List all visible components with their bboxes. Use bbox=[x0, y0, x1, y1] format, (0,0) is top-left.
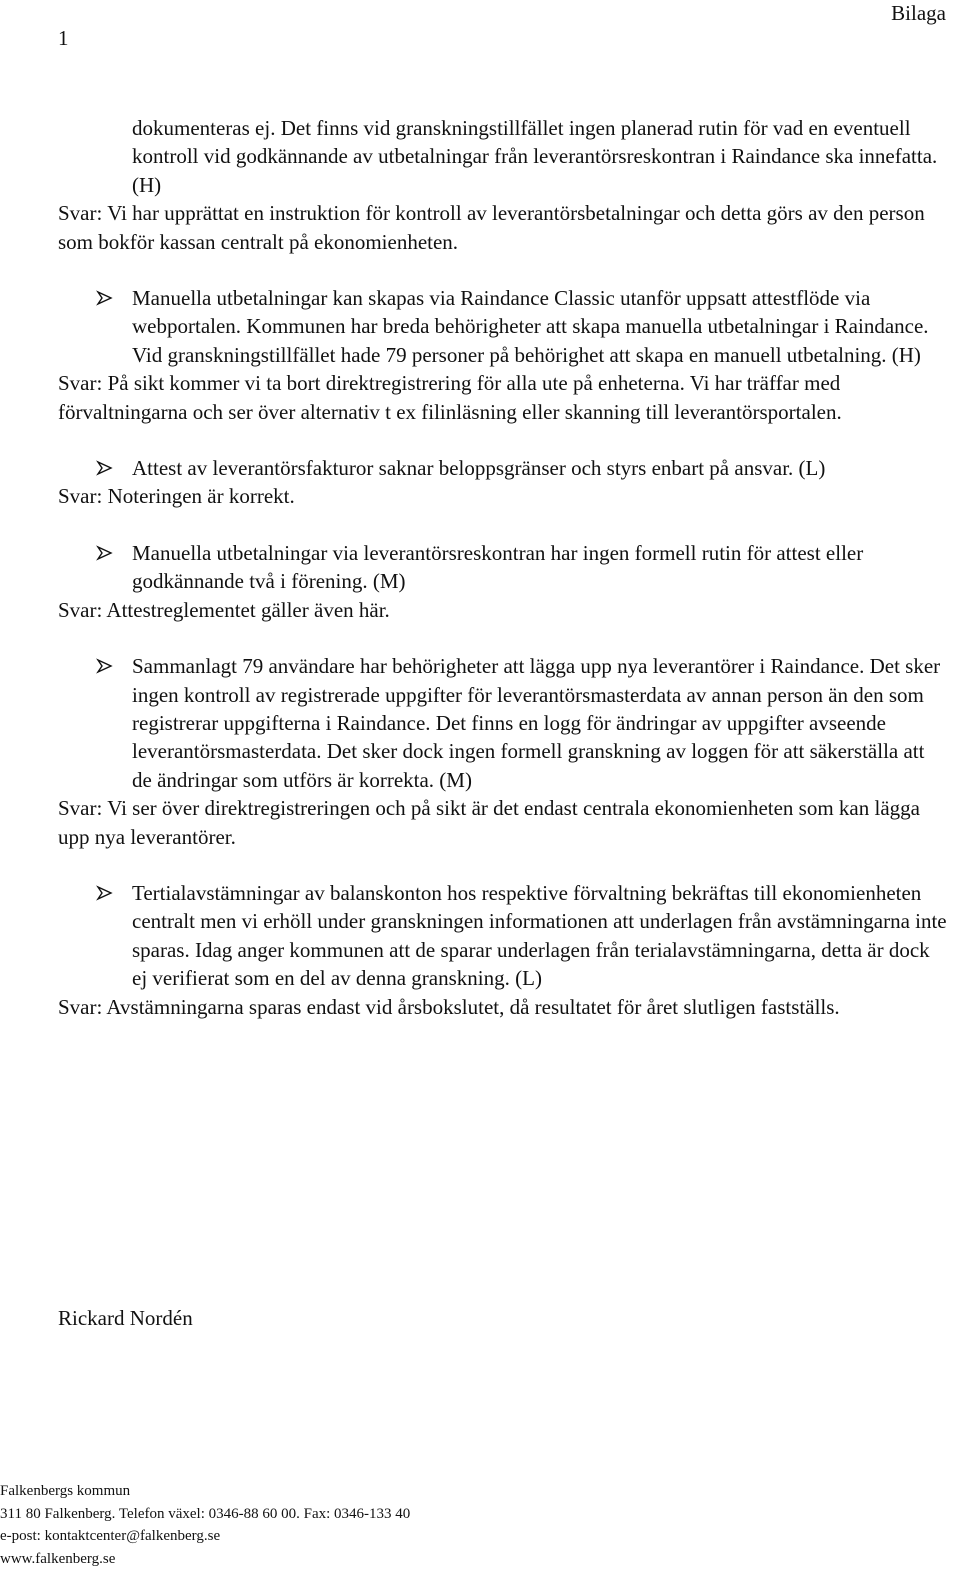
finding-answer: Svar: Noteringen är korrekt. bbox=[58, 484, 295, 509]
finding-text: Tertialavstämningar av balanskonton hos respektive förvaltning bekräftas till ekonomienheten centralt men vi erhöll under granskningen informationen att underlagen från avstämningarna inte sparas. Idag anger kommunen att de sparar underlagen från terialavstämningarna, detta är dock ej verifierat som en del av denna granskning. (L) bbox=[132, 880, 947, 991]
page-number: 1 bbox=[58, 26, 69, 50]
finding-text: Attest av leverantörsfakturor saknar beloppsgränser och styrs enbart på ansvar. (L) bbox=[132, 456, 826, 481]
intro-answer: Svar: Vi har upprättat en instruktion för kontroll av leverantörsbetalningar och detta görs av den person som bokför kassan centralt på ekonomienheten. bbox=[58, 201, 925, 254]
finding-text: Manuella utbetalningar via leverantörsreskontran har ingen formell rutin för attest eller godkännande två i förening. (M) bbox=[132, 540, 864, 594]
footer bbox=[0, 1480, 410, 1570]
finding-4 bbox=[58, 652, 948, 851]
arrowhead-bullet-icon bbox=[95, 652, 115, 680]
attachment-label: Bilaga bbox=[891, 1, 946, 25]
finding-5 bbox=[58, 879, 948, 1021]
footer-address: 311 80 Falkenberg. Telefon växel: 0346-88 60 00. Fax: 0346-133 40 bbox=[0, 1505, 411, 1522]
signature-name: Rickard Nordén bbox=[58, 1306, 193, 1330]
arrowhead-bullet-icon bbox=[95, 879, 115, 907]
footer-email: e-post: kontaktcenter@falkenberg.se bbox=[0, 1528, 221, 1544]
finding-text: Manuella utbetalningar kan skapas via Raindance Classic utanför uppsatt attestflöde via webportalen. Kommunen har breda behörigheter att skapa manuella utbetalningar i Raindance. Vid granskningstillfället hade 79 personer på behörighet att skapa en manuell utbetalning. (H) bbox=[132, 286, 929, 367]
arrowhead-bullet-icon bbox=[95, 539, 115, 567]
intro-text: dokumenteras ej. Det finns vid granskningstillfället ingen planerad rutin för vad en eventuell kontroll vid godkännande av utbetalningar från leverantörsreskontran i Raindance ska innefatta. (H) bbox=[132, 116, 938, 197]
document-body bbox=[58, 114, 948, 1021]
intro-finding bbox=[58, 114, 948, 199]
footer-web: www.falkenberg.se bbox=[0, 1550, 116, 1567]
finding-answer: Svar: Vi ser över direktregistreringen och på sikt är det endast centrala ekonomienheten som kan lägga upp nya leverantörer. bbox=[58, 796, 920, 849]
finding-3 bbox=[58, 539, 948, 624]
footer-org: Falkenbergs kommun bbox=[0, 1483, 131, 1499]
finding-answer: Svar: Avstämningarna sparas endast vid årsbokslutet, då resultatet för året slutligen fastställs. bbox=[58, 994, 840, 1019]
finding-text: Sammanlagt 79 användare har behörigheter att lägga upp nya leverantörer i Raindance. Det sker ingen kontroll av registrerade uppgifter för leverantörsmasterdata av annan person än den som registrerar uppgifterna i Raindance. Det finns en logg för ändringar av uppgifter avseende leverantörsmasterdata. Det sker dock ingen formell granskning av loggen för att säkerställa att de ändringar som utförs är korrekta. (M) bbox=[132, 654, 941, 792]
finding-answer: Svar: På sikt kommer vi ta bort direktregistrering för alla ute på enheterna. Vi har träffar med förvaltningarna och ser över alternativ t ex filinläsning eller skanning till leverantörsportalen. bbox=[58, 371, 842, 424]
arrowhead-bullet-icon bbox=[95, 454, 115, 482]
finding-1 bbox=[58, 284, 948, 426]
finding-answer: Svar: Attestreglementet gäller även här. bbox=[58, 597, 390, 622]
arrowhead-bullet-icon bbox=[95, 284, 115, 312]
finding-2 bbox=[58, 454, 948, 511]
